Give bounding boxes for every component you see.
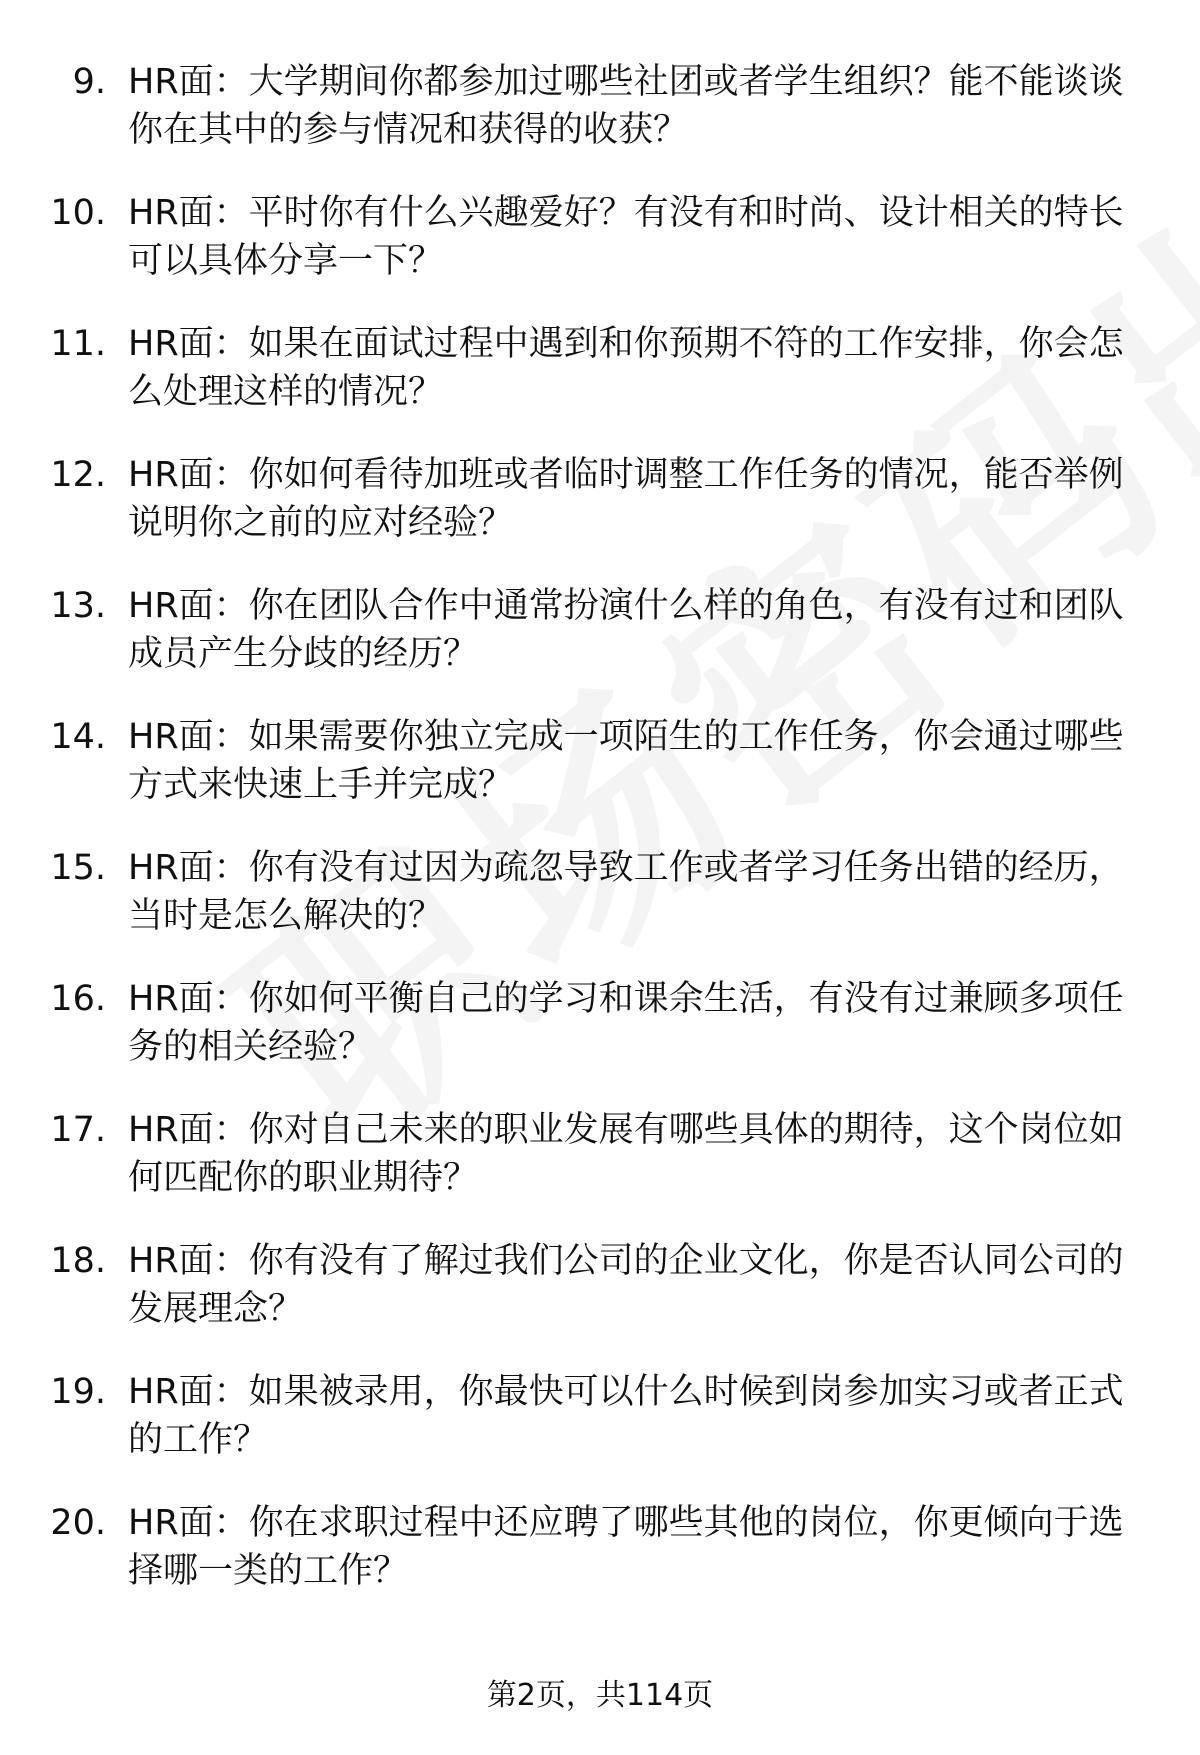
list-item — [0, 451, 1200, 582]
question-number: 14. — [50, 717, 106, 757]
question-text: HR面：如果在面试过程中遇到和你预期不符的工作安排，你会怎么处理这样的情况？ — [128, 324, 1124, 412]
list-item — [0, 582, 1200, 713]
question-text: HR面：你有没有了解过我们公司的企业文化，你是否认同公司的发展理念？ — [128, 1241, 1124, 1329]
question-number: 17. — [50, 1110, 106, 1150]
list-item — [0, 844, 1200, 975]
question-number: 10. — [50, 193, 106, 233]
list-item — [0, 58, 1200, 189]
question-text: HR面：你对自己未来的职业发展有哪些具体的期待，这个岗位如何匹配你的职业期待？ — [128, 1110, 1124, 1198]
question-number: 11. — [50, 324, 106, 364]
list-item — [0, 713, 1200, 844]
question-text: HR面：你如何看待加班或者临时调整工作任务的情况，能否举例说明你之前的应对经验？ — [128, 455, 1124, 543]
question-number: 15. — [50, 848, 106, 888]
question-text: HR面：平时你有什么兴趣爱好？有没有和时尚、设计相关的特长可以具体分享一下？ — [128, 193, 1124, 281]
list-item — [0, 1499, 1200, 1630]
list-item — [0, 1237, 1200, 1368]
question-number: 16. — [50, 979, 106, 1019]
question-text: HR面：如果需要你独立完成一项陌生的工作任务，你会通过哪些方式来快速上手并完成？ — [128, 717, 1124, 805]
question-text: HR面：你有没有过因为疏忽导致工作或者学习任务出错的经历，当时是怎么解决的？ — [128, 848, 1124, 936]
question-number: 20. — [50, 1503, 106, 1543]
question-number: 9. — [72, 62, 106, 102]
page-footer: 第2页，共114页 — [486, 1678, 714, 1713]
question-number: 12. — [50, 455, 106, 495]
question-number: 18. — [50, 1241, 106, 1281]
list-item — [0, 975, 1200, 1106]
question-text: HR面：如果被录用，你最快可以什么时候到岗参加实习或者正式的工作？ — [128, 1372, 1124, 1460]
question-text: HR面：你在团队合作中通常扮演什么样的角色，有没有过和团队成员产生分歧的经历？ — [128, 586, 1124, 674]
question-list — [0, 58, 1200, 1630]
list-item — [0, 320, 1200, 451]
list-item — [0, 1368, 1200, 1499]
list-item — [0, 1106, 1200, 1237]
question-number: 13. — [50, 586, 106, 626]
list-item — [0, 189, 1200, 320]
question-number: 19. — [50, 1372, 106, 1412]
question-text: HR面：大学期间你都参加过哪些社团或者学生组织？能不能谈谈你在其中的参与情况和获得的收获？ — [128, 62, 1124, 150]
question-text: HR面：你如何平衡自己的学习和课余生活，有没有过兼顾多项任务的相关经验？ — [128, 979, 1124, 1067]
question-text: HR面：你在求职过程中还应聘了哪些其他的岗位，你更倾向于选择哪一类的工作？ — [128, 1503, 1124, 1591]
